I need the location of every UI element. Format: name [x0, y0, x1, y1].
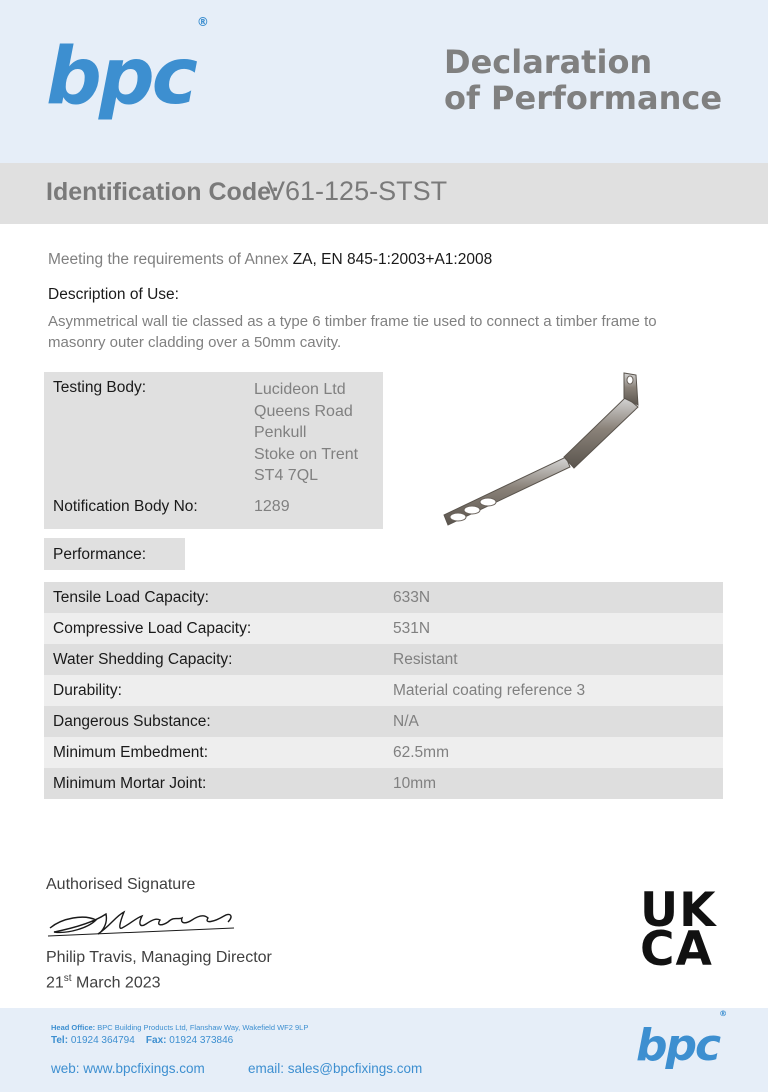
table-row [44, 582, 723, 613]
row-label: Water Shedding Capacity: [53, 651, 233, 668]
ukca-mark [640, 883, 724, 977]
table-row [44, 644, 723, 675]
address-line: Lucideon Ltd [254, 381, 346, 398]
requirements-line [48, 251, 492, 269]
description-title: Description of Use: [48, 286, 179, 303]
address-line: Queens Road [254, 402, 353, 420]
footer-bpc-logo: bpc® [636, 1009, 728, 1071]
handwritten-signature [44, 898, 244, 942]
table-row [44, 613, 723, 644]
identification-label: Identification Code: [46, 178, 280, 206]
notification-body-number: 1289 [254, 498, 290, 515]
contact-phone: Tel: 01924 364794 Fax: 01924 373846 [51, 1035, 234, 1046]
testing-body-label: Testing Body: [53, 379, 147, 396]
head-office: Head Office: BPC Building Products Ltd, Flanshaw Way, Wakefield WF2 9LP [51, 1023, 309, 1032]
address-line: Stoke on Trent [254, 445, 359, 463]
table-row [44, 675, 723, 706]
requirements-standard: ZA, EN 845-1:2003+A1:2008 [292, 251, 493, 268]
address-line: Penkull [254, 424, 307, 441]
requirements-prefix: Meeting the requirements of Annex [48, 251, 289, 268]
row-label: Dangerous Substance: [53, 713, 211, 730]
row-value: 633N [393, 589, 431, 606]
notification-body-label: Notification Body No: [53, 498, 198, 515]
table-row [44, 737, 723, 768]
identification-code: V61-125-STST [267, 176, 448, 206]
performance-table [44, 582, 723, 799]
testing-body-address [254, 379, 358, 487]
signature-title: Authorised Signature [46, 876, 196, 893]
document-title [444, 44, 722, 116]
title-line-2: of Performance [444, 79, 723, 117]
row-label: Minimum Mortar Joint: [53, 775, 207, 792]
row-label: Tensile Load Capacity: [53, 589, 209, 606]
ukca-line-1: UK [640, 883, 717, 938]
email-link[interactable]: email: sales@bpcfixings.com [248, 1061, 423, 1076]
row-value: N/A [393, 713, 419, 730]
row-label: Compressive Load Capacity: [53, 620, 252, 637]
title-line-1: Declaration [444, 43, 653, 81]
table-row [44, 768, 723, 799]
row-value: Resistant [393, 651, 458, 668]
address-line: ST4 7QL [254, 467, 319, 484]
website-link[interactable]: web: www.bpcfixings.com [51, 1061, 205, 1076]
performance-title: Performance: [53, 546, 147, 563]
wall-tie-image [430, 365, 650, 535]
table-row [44, 706, 723, 737]
signature-date: 21st March 2023 [46, 973, 161, 992]
row-value: Material coating reference 3 [393, 682, 586, 699]
row-value: 62.5mm [393, 744, 449, 761]
row-label: Durability: [53, 682, 122, 699]
description-text: Asymmetrical wall tie classed as a type 6 timber frame tie used to connect a timber frame to masonry outer cladding over a 50mm cavity. [48, 313, 657, 351]
row-label: Minimum Embedment: [53, 744, 209, 761]
signer-name: Philip Travis, Managing Director [46, 949, 272, 966]
row-value: 10mm [393, 775, 437, 792]
bpc-logo: bpc® [46, 15, 209, 122]
row-value: 531N [393, 620, 431, 637]
ukca-line-2: CA [640, 922, 713, 977]
